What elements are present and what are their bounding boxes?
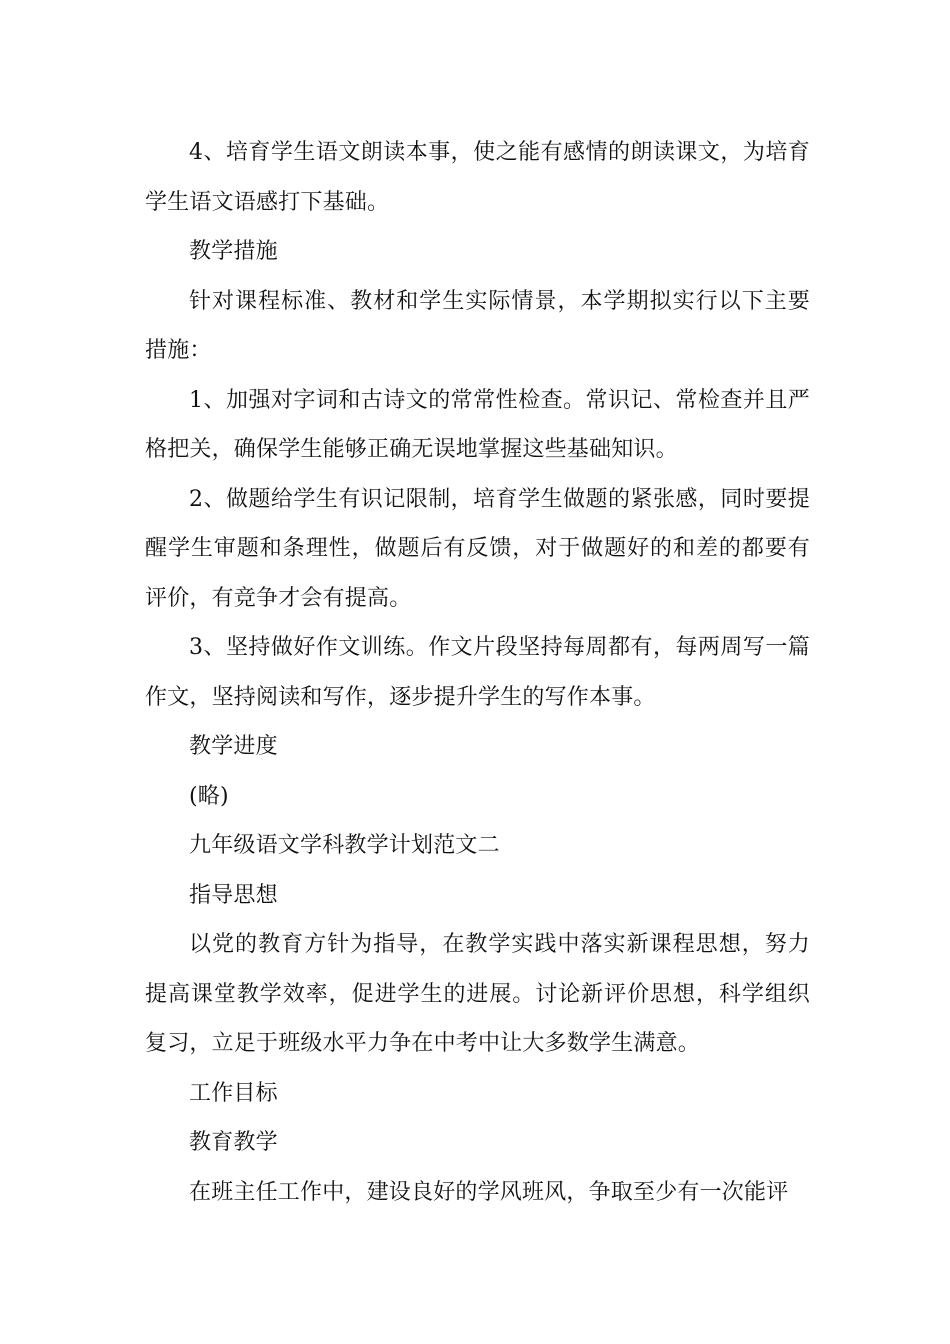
- document-body: [145, 128, 810, 1217]
- heading-teaching-progress: 教学进度: [189, 734, 278, 759]
- section-title-sample-two: 九年级语文学科教学计划范文二: [189, 833, 500, 858]
- paragraph-measure-2: 2、做题给学生有识记限制，培育学生做题的紧张感，同时要提醒学生审题和条理性，做题后有反馈，对于做题好的和差的都要有评价，有竞争才会有提高。: [145, 486, 810, 611]
- heading-education-teaching: 教育教学: [189, 1130, 278, 1155]
- heading-guiding-thought: 指导思想: [189, 882, 278, 908]
- paragraph-measures-intro: 针对课程标准、教材和学生实际情景，本学期拟实行以下主要措施：: [145, 288, 810, 363]
- paragraph-measure-3: 3、坚持做好作文训练。作文片段坚持每周都有，每两周写一篇作文，坚持阅读和写作，逐步提升学生的写作本事。: [145, 635, 810, 710]
- paragraph-guiding-thought: 以党的教育方针为指导，在教学实践中落实新课程思想，努力提高课堂教学效率，促进学生的进展。讨论新评价思想，科学组织复习，立足于班级水平力争在中考中让大多数学生满意。: [145, 932, 810, 1056]
- paragraph-measure-1: 1、加强对字词和古诗文的常常性检查。常识记、常检查并且严格把关，确保学生能够正确无误地掌握这些基础知识。: [145, 387, 810, 462]
- paragraph-item-4: 4、培育学生语文朗读本事，使之能有感情的朗读课文，为培育学生语文语感打下基础。: [145, 140, 810, 215]
- paragraph-omitted: (略): [189, 783, 229, 809]
- heading-teaching-measures: 教学措施: [189, 239, 278, 264]
- heading-work-goals: 工作目标: [189, 1080, 278, 1106]
- paragraph-class-work: 在班主任工作中，建设良好的学风班风，争取至少有一次能评: [189, 1179, 789, 1205]
